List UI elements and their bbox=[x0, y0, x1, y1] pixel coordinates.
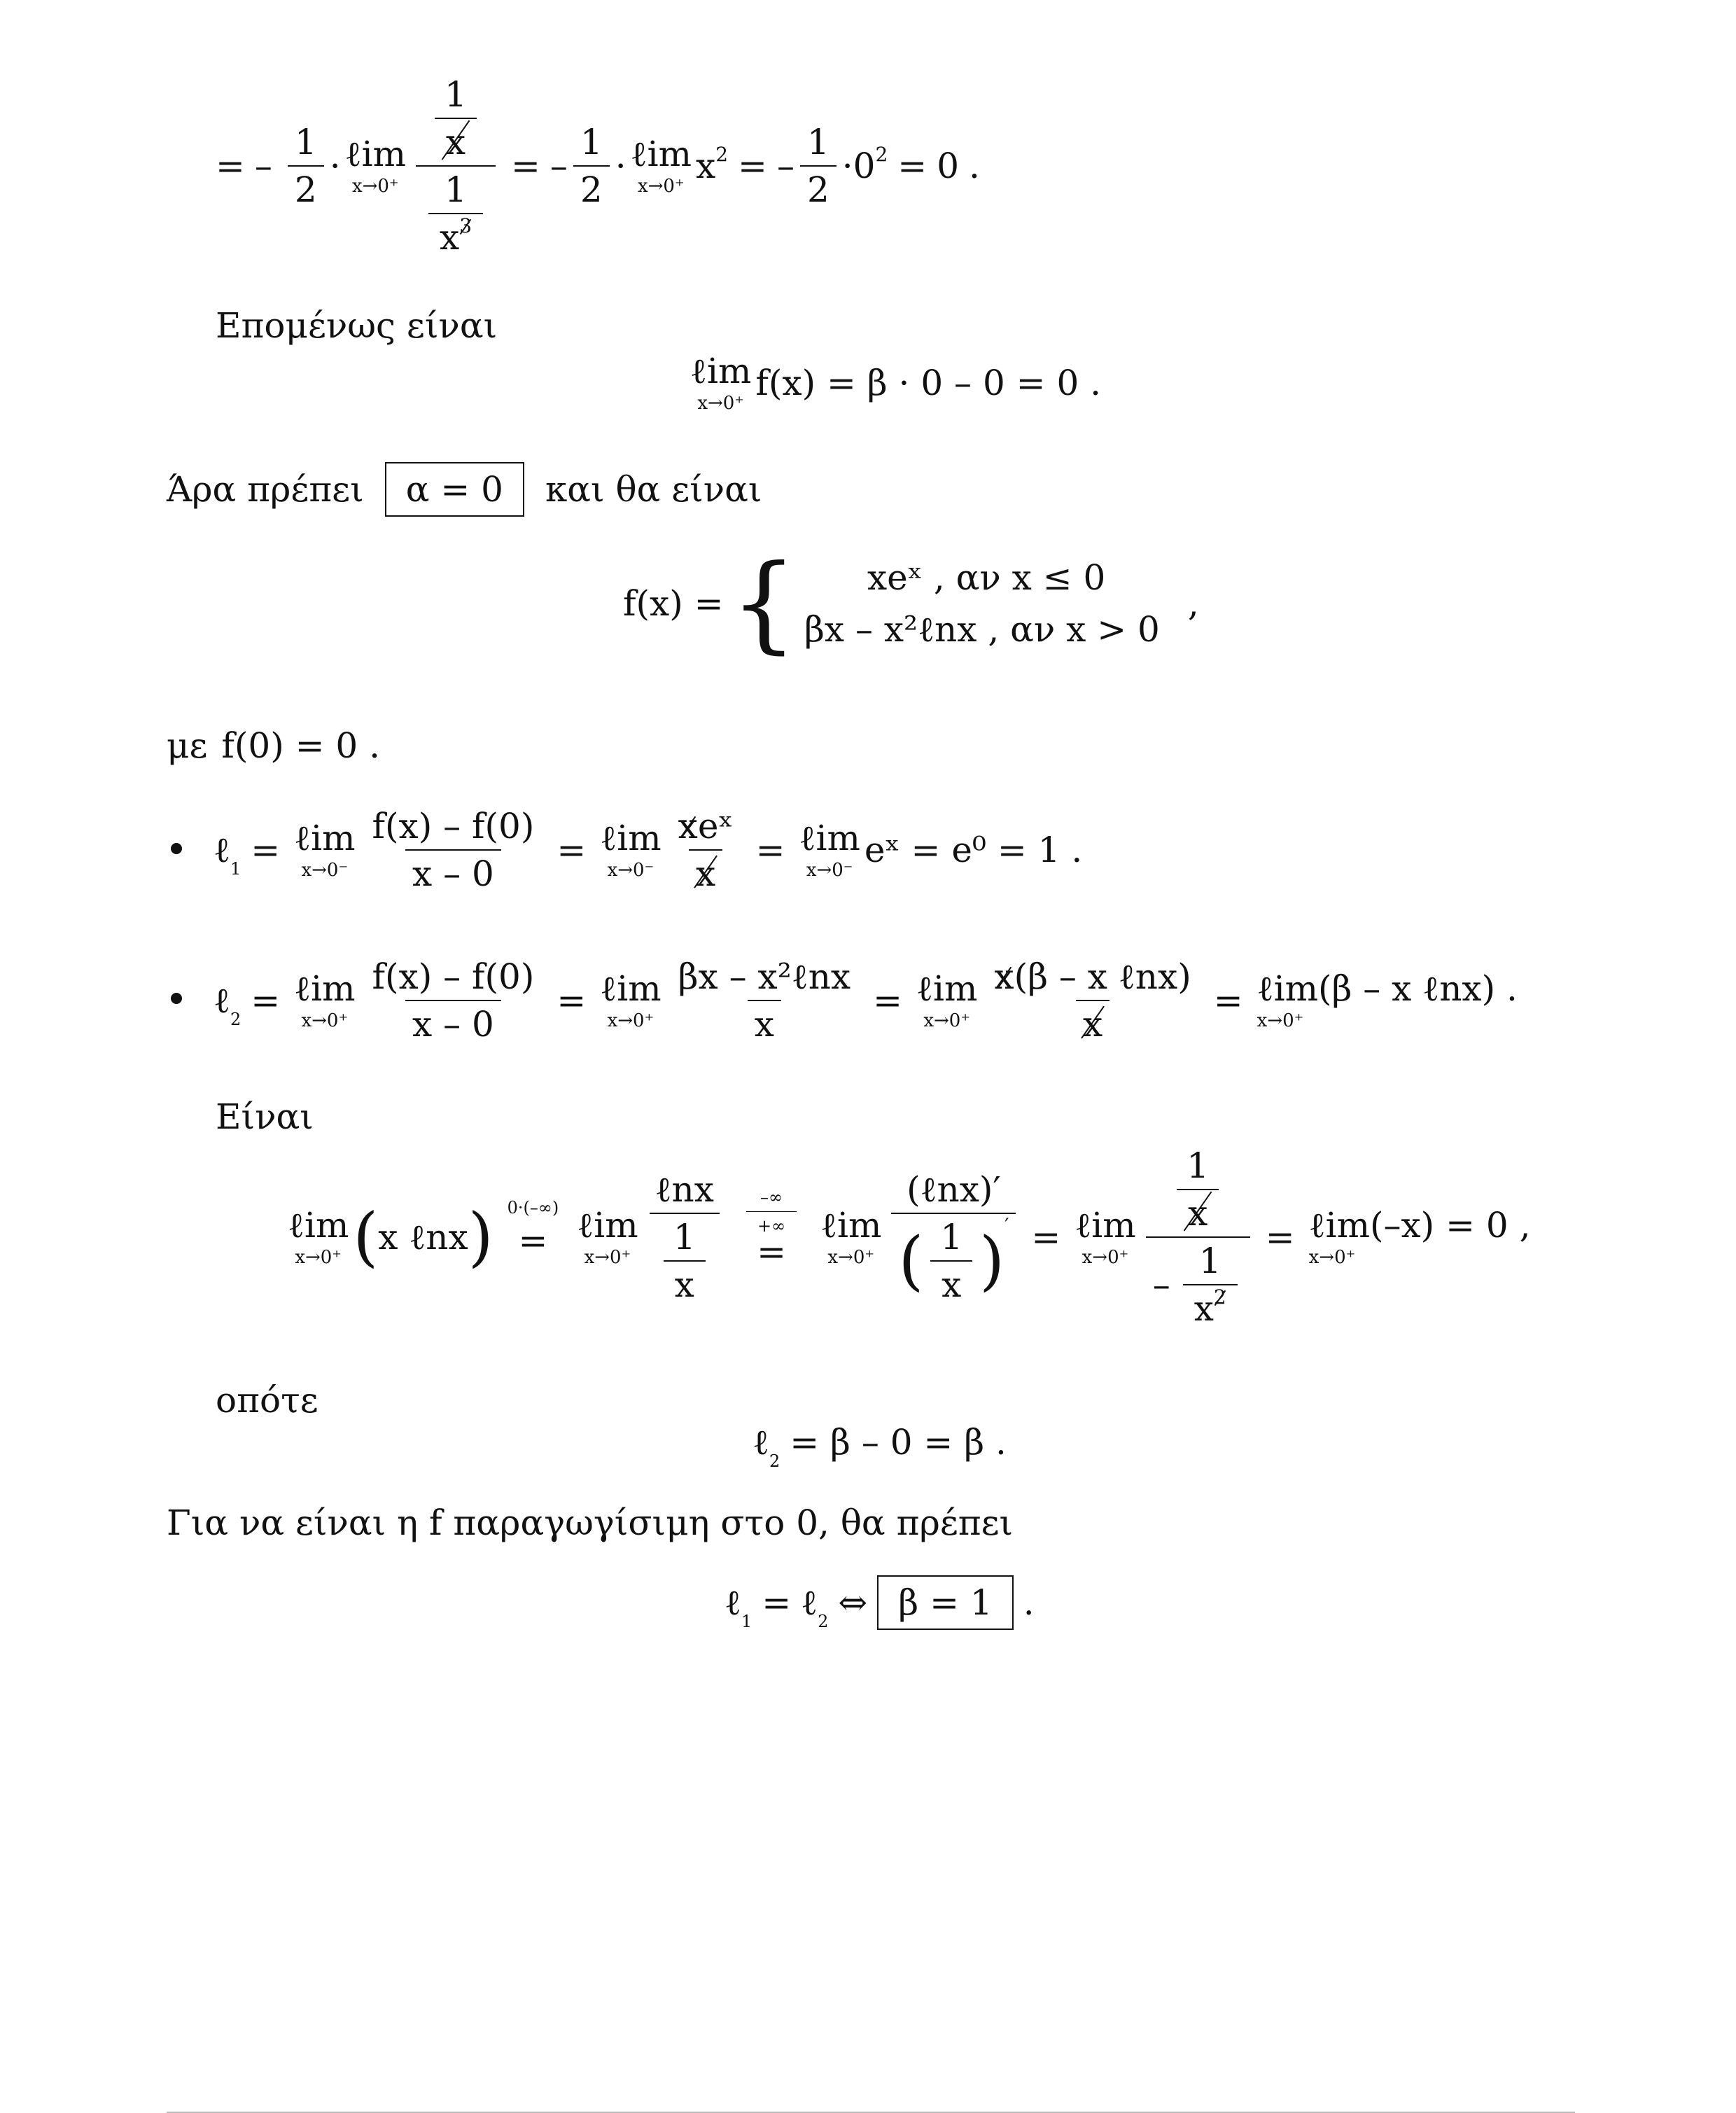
equals-sign: = bbox=[762, 1582, 792, 1623]
f-zero-value: f(0) = 0 . bbox=[221, 725, 381, 766]
lnx-over-reciprocal: $\frac{\text{ℓnx}}{\frac{1}{x}}$ bbox=[648, 1172, 721, 1302]
lhopital-equation: ℓim x→0⁺ ( x ℓnx ) 0·(–∞) = ℓim x→0⁺ $\frac{\text{ℓnx}}{\frac{1}{x}}$ $\frac{-\infty}{+\infty}$ = ℓim x→0⁺ (ℓnx)′ ( $\frac{1}{x}$ ) ′ = ℓim x→0⁺ $\frac{1}{x}$ – $\frac{1}{x2}$ = ℓim(–x) = 0 , x→0⁺ bbox=[288, 1145, 1531, 1329]
limit-fx-result: f(x) = β · 0 – 0 = 0 . bbox=[755, 363, 1102, 403]
bullet-marker bbox=[171, 843, 182, 854]
limit-operator: ℓim(β – x ℓnx) . x→0⁺ bbox=[1256, 968, 1518, 1031]
iff-arrow: ⇔ bbox=[838, 1582, 868, 1623]
dot-operator: · bbox=[329, 146, 341, 186]
result-zero: 0 bbox=[937, 146, 960, 186]
ell2-result-line bbox=[752, 1422, 1007, 1471]
limit-operator: ℓim x→0⁻ bbox=[294, 818, 356, 881]
case-x-nonpositive: xeˣ , αν x ≤ 0 bbox=[867, 557, 1106, 598]
beta-fraction: $\frac{\text{βx – x²ℓnx}}{x}$ bbox=[678, 956, 851, 1045]
and-will-be-text: και θα είναι bbox=[545, 469, 762, 510]
f-zero-line bbox=[167, 725, 381, 766]
equals-sign: = bbox=[1265, 1217, 1295, 1257]
fraction-half: $\frac{1}{2}$ bbox=[800, 125, 836, 207]
conclusion-text: Για να είναι η f παραγωγίσιμη στο 0, θα πρέπει bbox=[167, 1502, 1014, 1543]
left-brace: { bbox=[730, 543, 797, 664]
equals-sign: = bbox=[1031, 1217, 1061, 1257]
case-x-positive: βx – x²ℓnx , αν x > 0 bbox=[804, 609, 1160, 650]
equation-limit-fx bbox=[686, 351, 1102, 414]
limit-operator: ℓim x→0⁻ bbox=[600, 818, 662, 881]
limit-operator: ℓim x→0⁺ bbox=[344, 134, 406, 197]
fraction-half: $\frac{1}{2}$ bbox=[288, 125, 324, 207]
minus-sign: – bbox=[776, 146, 794, 186]
so-must-text: Άρα πρέπει bbox=[167, 469, 364, 510]
hence-text: οπότε bbox=[216, 1380, 318, 1421]
equals-sign: = bbox=[216, 146, 245, 186]
dot-operator: · bbox=[615, 146, 626, 186]
equation-line-1 bbox=[216, 74, 990, 258]
limit-operator: ℓim x→0⁺ bbox=[820, 1205, 882, 1268]
comma: , bbox=[1187, 583, 1199, 624]
final-equation bbox=[724, 1575, 1035, 1630]
equals-sign: = bbox=[897, 146, 927, 186]
difference-quotient: $\frac{f(x) - f(0)}{x - 0}$ bbox=[372, 806, 535, 894]
equals-sign: = bbox=[251, 830, 281, 870]
indeterminate-form-zero-inf: 0·(–∞) = bbox=[507, 1198, 559, 1261]
derivative-ratio: (ℓnx)′ ( $\frac{1}{x}$ ) ′ bbox=[891, 1172, 1016, 1302]
equals-sign: = bbox=[556, 980, 587, 1021]
ell2-result: = β – 0 = β . bbox=[790, 1422, 1007, 1463]
period: . bbox=[1023, 1582, 1035, 1623]
cases-block bbox=[804, 557, 1160, 650]
equals-sign: = bbox=[738, 146, 767, 186]
minus-sign: – bbox=[550, 146, 568, 186]
ell2-equation bbox=[214, 956, 1522, 1045]
fraction-half: $\frac{1}{2}$ bbox=[573, 125, 610, 207]
equals-sign: = bbox=[556, 830, 587, 870]
ell-symbol: ℓ$_1$ bbox=[214, 830, 241, 879]
compound-fraction bbox=[416, 74, 496, 258]
factored-fraction: $\frac{\text{x(β – x ℓnx)}}{x}$ bbox=[994, 956, 1191, 1045]
bullet-marker bbox=[171, 993, 182, 1004]
xex-over-x-fraction: $\frac{\text{xeˣ}}{x}$ bbox=[678, 806, 734, 894]
alpha-condition-line bbox=[167, 462, 762, 517]
ell-symbol: ℓ$_2$ bbox=[752, 1422, 780, 1471]
equals-sign: = bbox=[873, 980, 902, 1021]
limit-operator: ℓim x→0⁻ bbox=[799, 818, 860, 881]
it-is-text: Είναι bbox=[216, 1096, 314, 1137]
compound-fraction: $\frac{1}{x}$ – $\frac{1}{x2}$ bbox=[1146, 1148, 1250, 1326]
zero-squared: $0^2$ bbox=[853, 143, 888, 186]
equals-sign: = bbox=[251, 980, 281, 1021]
equals-sign: = bbox=[1213, 980, 1243, 1021]
x-squared: $x^2$ bbox=[696, 143, 729, 186]
minus-sign: – bbox=[254, 146, 272, 186]
ell-symbol: ℓ$_2$ bbox=[801, 1582, 829, 1631]
limit-operator: ℓim x→0⁺ bbox=[294, 968, 356, 1031]
f-of-x-label: f(x) = bbox=[623, 583, 724, 624]
beta-boxed-result: β = 1 bbox=[877, 1575, 1013, 1630]
fraction-one-over-x-cubed: $\frac{1}{x3}$ bbox=[428, 172, 483, 255]
limit-operator: ℓim x→0⁺ bbox=[916, 968, 978, 1031]
limit-operator: ℓim x→0⁺ bbox=[630, 134, 692, 197]
dot-operator: · bbox=[841, 146, 853, 186]
piecewise-function bbox=[623, 543, 1199, 664]
x-ln-x: x ℓnx bbox=[378, 1217, 468, 1257]
fraction-one-over-x: $\frac{1}{x}$ bbox=[433, 77, 478, 160]
ell-symbol: ℓ$_2$ bbox=[214, 980, 241, 1029]
period: . bbox=[969, 146, 980, 186]
limit-operator: ℓim x→0⁺ bbox=[1074, 1205, 1136, 1268]
alpha-boxed-result: α = 0 bbox=[385, 462, 524, 517]
limit-operator: ℓim(–x) = 0 , x→0⁺ bbox=[1308, 1205, 1531, 1268]
with-text: με bbox=[167, 725, 208, 766]
limit-operator: ℓim x→0⁺ bbox=[577, 1205, 638, 1268]
ex-result: eˣ = e⁰ = 1 . bbox=[864, 830, 1083, 870]
ell1-equation bbox=[214, 806, 1083, 894]
equals-sign: = bbox=[755, 830, 785, 870]
limit-operator: ℓim x→0⁺ bbox=[690, 351, 752, 414]
equals-sign: = bbox=[511, 146, 540, 186]
limit-operator: ℓim x→0⁺ bbox=[288, 1205, 349, 1268]
indeterminate-form-inf-inf: $\frac{-\infty}{+\infty}$ = bbox=[741, 1189, 802, 1286]
therefore-text: Επομένως είναι bbox=[216, 305, 498, 346]
difference-quotient: $\frac{f(x) - f(0)}{x - 0}$ bbox=[372, 956, 535, 1045]
ell-symbol: ℓ$_1$ bbox=[724, 1582, 752, 1631]
limit-operator: ℓim x→0⁺ bbox=[600, 968, 662, 1031]
